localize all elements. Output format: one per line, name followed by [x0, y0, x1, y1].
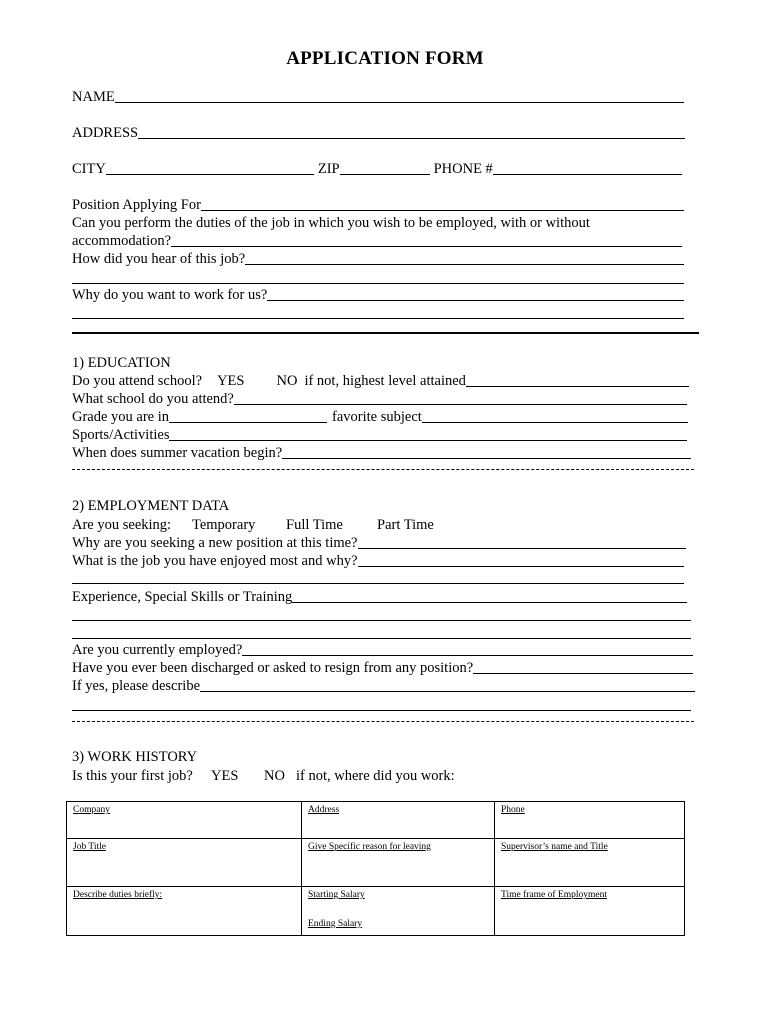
company-label: Company — [73, 805, 110, 815]
zip-input[interactable] — [340, 160, 430, 175]
phone-cell[interactable] — [495, 802, 685, 839]
employment-heading: 2) EMPLOYMENT DATA — [72, 498, 230, 514]
describe-field[interactable] — [72, 677, 695, 695]
supervisor-cell[interactable] — [495, 839, 685, 887]
sports-label: Sports/Activities — [72, 427, 170, 443]
grade-label: Grade you are in — [72, 409, 170, 425]
attend-no-option[interactable]: NO — [276, 373, 298, 389]
why-work-field[interactable] — [72, 286, 684, 304]
summer-field[interactable] — [72, 444, 691, 462]
attend-yes-option[interactable]: YES — [217, 373, 245, 389]
table-row — [67, 887, 685, 936]
currently-employed-label: Are you currently employed? — [72, 642, 243, 658]
table-row — [67, 802, 685, 839]
currently-employed-field[interactable] — [72, 641, 693, 659]
section-divider — [72, 332, 699, 334]
what-school-field[interactable] — [72, 390, 687, 408]
highest-level-label: if not, highest level attained — [304, 373, 466, 389]
highest-level-input[interactable] — [466, 372, 689, 387]
employment-dashed-separator — [72, 721, 694, 722]
zip-label: ZIP — [317, 161, 340, 177]
discharged-field[interactable] — [72, 659, 693, 677]
job-title-label: Job Title — [73, 842, 107, 852]
salary-cell[interactable] — [302, 887, 495, 936]
city-input[interactable] — [106, 160, 314, 175]
discharged-label: Have you ever been discharged or asked to resign from any position? — [72, 660, 474, 676]
why-new-position-label: Why are you seeking a new position at this time? — [72, 535, 358, 551]
perform-question: Can you perform the duties of the job in which you wish to be employed, with or without — [72, 215, 590, 231]
what-school-label: What school do you attend? — [72, 391, 234, 407]
enjoyed-job-label: What is the job you have enjoyed most and why? — [72, 553, 358, 569]
position-field[interactable] — [72, 196, 684, 214]
attend-school-row — [72, 372, 689, 390]
experience-extra-line-2[interactable] — [72, 638, 691, 639]
part-time-option[interactable]: Part Time — [377, 517, 434, 533]
supervisor-label: Supervisor’s name and Title — [501, 842, 608, 852]
favorite-subject-label: favorite subject — [332, 409, 422, 425]
temporary-option[interactable]: Temporary — [192, 517, 256, 533]
city-label: CITY — [72, 161, 106, 177]
job-title-cell[interactable] — [67, 839, 302, 887]
address-cell[interactable] — [302, 802, 495, 839]
company-cell[interactable] — [67, 802, 302, 839]
where-worked-label: if not, where did you work: — [296, 768, 455, 784]
hear-label: How did you hear of this job? — [72, 251, 246, 267]
sports-field[interactable] — [72, 426, 687, 444]
experience-field[interactable] — [72, 588, 687, 606]
experience-label: Experience, Special Skills or Training — [72, 589, 293, 605]
city-zip-phone-row — [72, 160, 682, 178]
work-history-table — [66, 801, 685, 936]
attend-school-label: Do you attend school? — [72, 373, 203, 389]
accommodation-label: accommodation? — [72, 233, 172, 249]
first-job-no-option[interactable]: NO — [264, 768, 285, 784]
starting-salary-label: Starting Salary — [308, 890, 365, 900]
position-label: Position Applying For — [72, 197, 201, 213]
hear-field[interactable] — [72, 250, 684, 268]
reason-label: Give Specific reason for leaving — [308, 842, 431, 852]
duties-label: Describe duties briefly: — [73, 890, 163, 900]
experience-extra-line-1[interactable] — [72, 620, 691, 621]
full-time-option[interactable]: Full Time — [286, 517, 343, 533]
enjoyed-job-field[interactable] — [72, 552, 684, 570]
address-label: ADDRESS — [72, 125, 139, 141]
describe-label: If yes, please describe — [72, 678, 201, 694]
name-label: NAME — [72, 89, 115, 105]
phone-col-label: Phone — [501, 805, 525, 815]
enjoyed-extra-line[interactable] — [72, 583, 684, 584]
why-work-extra-line[interactable] — [72, 318, 684, 319]
form-title: APPLICATION FORM — [286, 48, 484, 69]
why-new-position-field[interactable] — [72, 534, 686, 552]
name-field[interactable] — [72, 88, 684, 106]
education-heading: 1) EDUCATION — [72, 355, 171, 371]
seeking-label: Are you seeking: — [72, 517, 172, 533]
accommodation-field[interactable] — [72, 232, 682, 250]
grade-input[interactable] — [169, 408, 327, 423]
duties-cell[interactable] — [67, 887, 302, 936]
first-job-yes-option[interactable]: YES — [211, 768, 239, 784]
address-col-label: Address — [308, 805, 340, 815]
hear-extra-line[interactable] — [72, 283, 684, 284]
phone-input[interactable] — [493, 160, 682, 175]
phone-label: PHONE # — [433, 161, 493, 177]
first-job-label: Is this your first job? — [72, 768, 193, 784]
address-field[interactable] — [72, 124, 685, 142]
time-frame-cell[interactable] — [495, 887, 685, 936]
ending-salary-label: Ending Salary — [308, 919, 363, 929]
reason-cell[interactable] — [302, 839, 495, 887]
work-history-heading: 3) WORK HISTORY — [72, 749, 198, 765]
grade-subject-row — [72, 408, 688, 426]
describe-extra-line[interactable] — [72, 710, 691, 711]
time-frame-label: Time frame of Employment — [501, 890, 607, 900]
favorite-subject-input[interactable] — [422, 408, 688, 423]
why-work-label: Why do you want to work for us? — [72, 287, 268, 303]
table-row — [67, 839, 685, 887]
education-dashed-separator — [72, 469, 694, 470]
summer-label: When does summer vacation begin? — [72, 445, 283, 461]
